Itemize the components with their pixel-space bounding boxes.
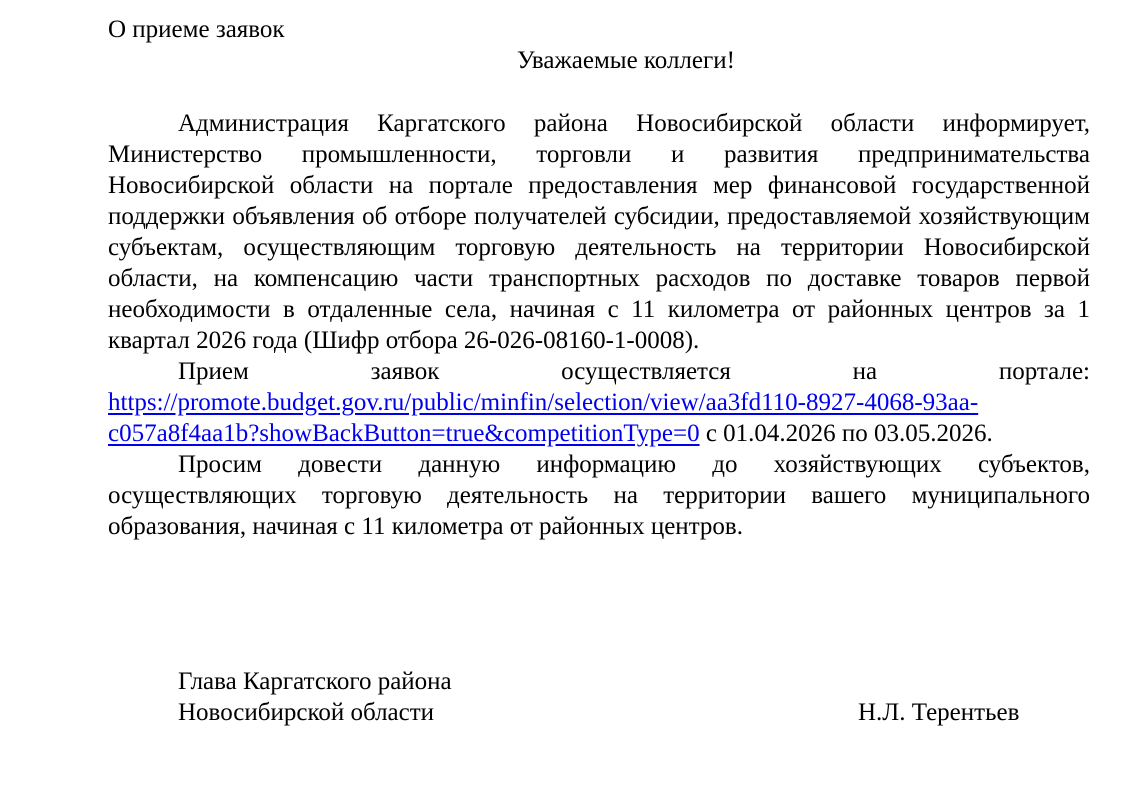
portal-link-part-2[interactable]: c057a8f4aa1b?showBackButton=true&competitionType=0 (108, 420, 700, 447)
paragraph-application-lead: Прием заявок осуществляется на портале: (178, 358, 1090, 385)
portal-link-part-1[interactable]: https://promote.budget.gov.ru/public/minfin/selection/view/aa3fd110-8927-4068-93aa- (108, 389, 979, 416)
signature-title (178, 666, 452, 728)
application-period: с 01.04.2026 по 03.05.2026. (699, 420, 993, 447)
letter-subject: О приеме заявок (108, 16, 285, 43)
application-link-line-1 (108, 387, 1090, 418)
paragraph-request: Просим довести данную информацию до хозяйствующих субъектов, осуществляющих торговую деятельность на территории вашего муниципального образования, начиная с 11 километра от районных центров. (108, 451, 1090, 540)
letter-greeting: Уважаемые коллеги! (517, 47, 735, 74)
signature-name: Н.Л. Терентьев (858, 699, 1020, 726)
signature-title-line-2: Новосибирской области (178, 699, 435, 726)
paragraph-announcement: Администрация Каргатского района Новосибирской области информирует, Министерство промышленности, торговли и развития предпринимательства Новосибирской области на портале предоставления мер финансовой государственной поддержки объявления об отборе получателей субсидии, предоставляемой хозяйствующим субъектам, осуществляющим торговую деятельность на территории Новосибирской области, на компенсацию части транспортных расходов по доставке товаров первой необходимости в отдаленные села, начиная с 11 километра от районных центров за 1 квартал 2026 года (Шифр отбора 26-026-08160-1-0008). (108, 110, 1090, 354)
application-link-line-2 (108, 418, 1090, 449)
signature-title-line-1: Глава Каргатского района (178, 668, 452, 695)
letter-body (108, 108, 1090, 542)
